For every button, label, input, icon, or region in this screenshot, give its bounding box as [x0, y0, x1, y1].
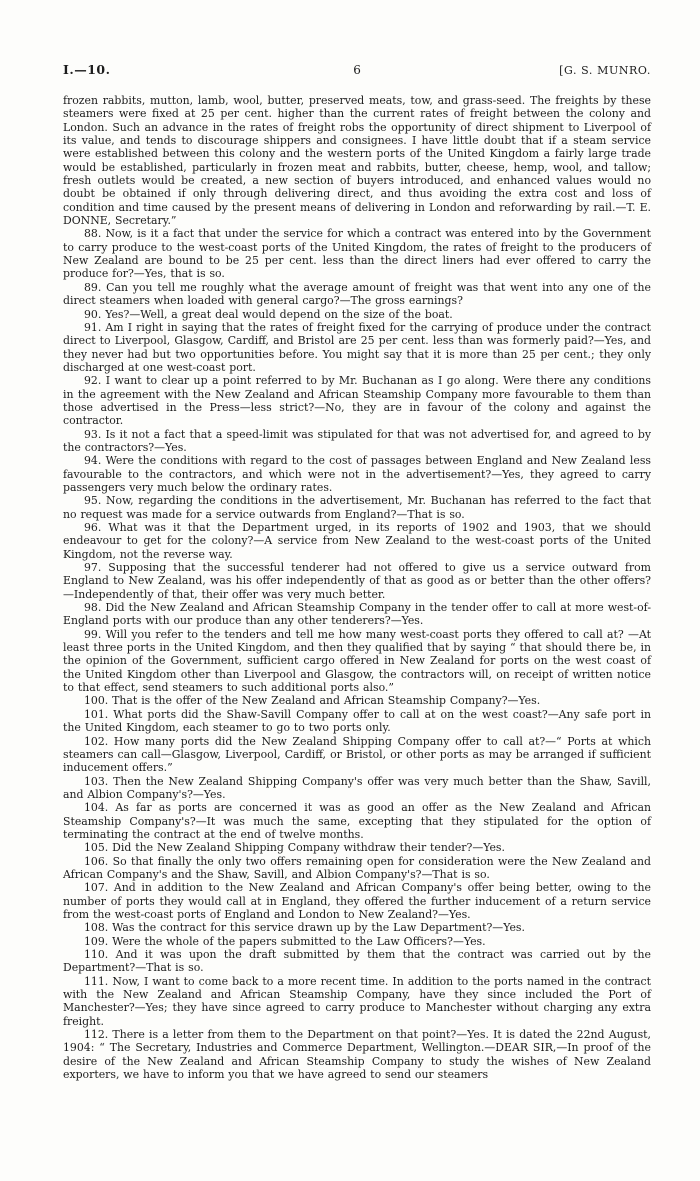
running-header: [63, 62, 651, 77]
paper-number: I.—10.: [63, 62, 111, 77]
paragraph: 109. Were the whole of the papers submitted to the Law Officers?—Yes.: [84, 934, 486, 948]
paragraph: 110. And it was upon the draft submitted by them that the contract was carried out by the Department?—That is so.: [63, 948, 651, 975]
paragraph: 90. Yes?—Well, a great deal would depend on the size of the boat.: [84, 307, 453, 321]
paragraph: 105. Did the New Zealand Shipping Company withdraw their tender?—Yes.: [84, 841, 505, 855]
paragraph: 96. What was it that the Department urged, in its reports of 1902 and 1903, that we should endeavour to get for the colony?—A service from New Zealand to the west-coast ports of the United Kingdom, not the reverse way.: [63, 521, 651, 561]
paragraph: frozen rabbits, mutton, lamb, wool, butter, preserved meats, tow, and grass-seed. The freights by these steamers were fixed at 25 per cent. higher than the current rates of freight between the colony and London. Such an advance in the rates of freight robs the opportunity of direct shipment to Liverpool of its value, and tends to discourage shippers and consignees. I have little doubt that if a steam service were established between this colony and the western ports of the United Kingdom a fairly large trade would be established, particularly in frozen meat and rabbits, butter, cheese, hemp, wool, and tallow; fresh outlets would be created, a new section of buyers introduced, and enhanced values would no doubt be obtained if only through delivering direct, and thus avoiding the extra cost and loss of condition and time caused by the present means of delivering in London and reforwarding by rail.—T. E. DONNE, Secretary.”: [63, 94, 651, 228]
paragraph: 104. As far as ports are concerned it was as good an offer as the New Zealand and African Steamship Company's?—It was much the same, excepting that they stipulated for the option of terminating the contract at the end of twelve months.: [63, 801, 651, 841]
paragraph: 94. Were the conditions with regard to the cost of passages between England and New Zealand less favourable to the contractors, and which were not in the advertisement?—Yes, they agreed to carry passengers very much below the ordinary rates.: [63, 454, 651, 494]
paragraph: 88. Now, is it a fact that under the service for which a contract was entered into by the Government to carry produce to the west-coast ports of the United Kingdom, the rates of freight to the producers of New Zealand are bound to be 25 per cent. less than the direct liners had ever offered to carry the produce for?—Yes, that is so.: [63, 227, 651, 281]
paragraph: 92. I want to clear up a point referred to by Mr. Buchanan as I go along. Were there any conditions in the agreement with the New Zealand and African Steamship Company more favourable to them than those advertised in the Press—less strict?—No, they are in favour of the colony and against the contractor.: [63, 374, 651, 428]
paragraph: 93. Is it not a fact that a speed-limit was stipulated for that was not advertised for, and agreed to by the contractors?—Yes.: [63, 427, 651, 454]
paragraph: 108. Was the contract for this service drawn up by the Law Department?—Yes.: [84, 921, 525, 935]
paragraph: 95. Now, regarding the conditions in the advertisement, Mr. Buchanan has referred to the fact that no request was made for a service outwards from England?—That is so.: [63, 494, 651, 521]
paragraph: 112. There is a letter from them to the Department on that point?—Yes. It is dated the 22nd August, 1904: “ The Secretary, Industries and Commerce Department, Wellington.—DEAR SIR,—In proof of the desire of the New Zealand and African Steamship Company to study the wishes of New Zealand exporters, we have to inform you that we have agreed to send our steamers: [63, 1028, 651, 1082]
witness-name-header: [G. S. MUNRO.: [559, 64, 652, 77]
paragraph: 91. Am I right in saying that the rates of freight fixed for the carrying of produce under the contract direct to Liverpool, Glasgow, Cardiff, and Bristol are 25 per cent. less than was formerly paid?—Yes, and they never had but two opportunities before. You might say that it is more than 25 per cent.; they only discharged at one west-coast port.: [63, 320, 651, 374]
paragraph: 101. What ports did the Shaw-Savill Company offer to call at on the west coast?—Any safe port in the United Kingdom, each steamer to go to two ports only.: [63, 707, 651, 735]
paragraph: 107. And in addition to the New Zealand and African Company's offer being better, owing to the number of ports they would call at in England, they offered the further inducement of a return service from the west-coast ports of England and London to New Zealand?—Yes.: [63, 881, 651, 921]
page-number: 6: [353, 63, 361, 77]
paragraph: 102. How many ports did the New Zealand Shipping Company offer to call at?—“ Ports at which steamers can call—Glasgow, Liverpool, Cardiff, or Bristol, or other ports as may be arranged if sufficient inducement offers.”: [63, 734, 651, 775]
paragraph: 97. Supposing that the successful tenderer had not offered to give us a service outward from England to New Zealand, was his offer independently of that as good as or better than the other offers?—Independently of that, their offer was very much better.: [63, 561, 651, 601]
paragraph: 99. Will you refer to the tenders and tell me how many west-coast ports they offered to call at? —At least three ports in the United Kingdom, and then they qualified that by saying “ that should there be, in the opinion of the Government, sufficient cargo offered in New Zealand for ports on the west coast of the United Kingdom other than Liverpool and Glasgow, the contractors will, on receipt of written notice to that effect, send steamers to such additional ports also.”: [63, 627, 651, 695]
paragraph: 98. Did the New Zealand and African Steamship Company in the tender offer to call at more west-of-England ports with our produce than any other tenderers?—Yes.: [63, 601, 651, 628]
paragraph: 89. Can you tell me roughly what the average amount of freight was that went into any one of the direct steamers when loaded with general cargo?—The gross earnings?: [63, 280, 651, 308]
paragraph: 111. Now, I want to come back to a more recent time. In addition to the ports named in the contract with the New Zealand and African Steamship Company, have they since included the Port of Manchester?—Yes; they have since agreed to carry produce to Manchester without charging any extra freight.: [63, 974, 651, 1028]
testimony-text: [63, 94, 651, 1081]
paragraph: 106. So that finally the only two offers remaining open for consideration were the New Zealand and African Company's and the Shaw, Savill, and Albion Company's?—That is so.: [63, 854, 651, 881]
paragraph: 103. Then the New Zealand Shipping Company's offer was very much better than the Shaw, Savill, and Albion Company's?—Yes.: [63, 774, 651, 801]
paragraph: 100. That is the offer of the New Zealand and African Steamship Company?—Yes.: [84, 694, 541, 708]
